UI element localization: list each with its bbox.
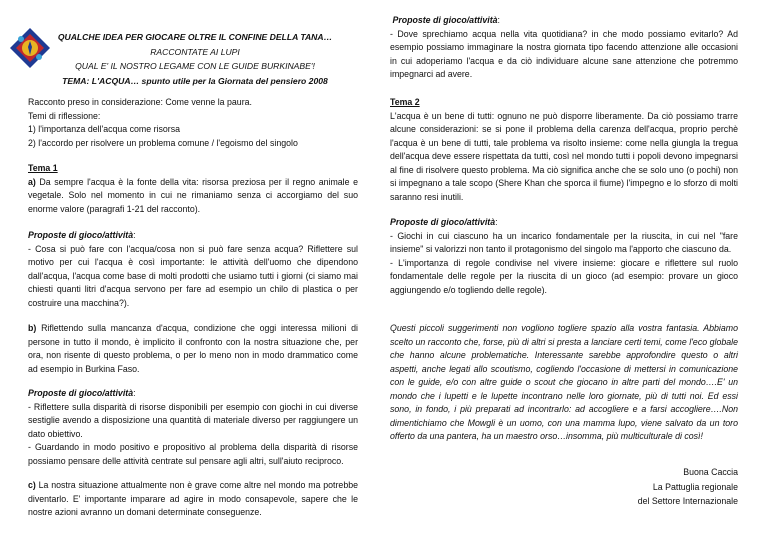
right-proposte2-line-1: - Giochi in cui ciascuno ha un incarico fondamentale per la riuscita, in cui nel "fare insieme" si valorizzi non tanto il protagonismo del singolo ma l'apporto che ciascuno da. xyxy=(390,230,738,254)
proposte1-text: - Cosa si può fare con l'acqua/cosa non si può fare senza acqua? Riflettere sul motivo per cui l'acqua è così importante: le attività dell'uomo che dipendono dall'acqua, l'acqua come base di molti prodotti che usiamo tutti i giorni (ci siamo mai chiesti quanti litri d'acqua servono per fare ad esempio un chilo di plastica o per costruire una macchina?). xyxy=(28,243,358,308)
tema1-c-text: La nostra situazione attualmente non è grave come altre nel mondo ma potrebbe diventarlo. E' importante imparare ad agire in modo consapevole, sapere che le nostre azioni avranno un domani determinate conseguenze. xyxy=(28,480,358,517)
right-proposte-heading: Proposte di gioco/attività: xyxy=(392,15,500,25)
tema2-section xyxy=(390,96,738,204)
header-line-3: QUAL E' IL NOSTRO LEGAME CON LE GUIDE BURKINABE'! xyxy=(75,61,315,71)
proposte2-line-2: - Guardando in modo positivo e propositivo al problema della disparità di risorse possiamo pensare delle attività centrate sul pensare agli altri, sull'aiuto reciproco. xyxy=(28,442,358,466)
tema1-c-block xyxy=(28,479,358,520)
tema1-c-paragraph xyxy=(28,479,358,520)
tema1-b-label: b) xyxy=(28,323,37,333)
header-line-4: TEMA: L'ACQUA… spunto utile per la Giornata del pensiero 2008 xyxy=(62,75,328,86)
signature-line-3: del Settore Internazionale xyxy=(637,496,738,506)
tema1-title: Tema 1 xyxy=(28,163,58,173)
header-line-2: RACCONTATE AI LUPI xyxy=(150,46,240,57)
intro-line: 1) l'importanza dell'acqua come risorsa xyxy=(28,124,180,134)
intro-line: Temi di riflessione: xyxy=(28,110,101,121)
tema2-title: Tema 2 xyxy=(390,97,420,107)
tema1-b-paragraph xyxy=(28,322,358,376)
tema1-a-label: a) xyxy=(28,176,36,187)
right-proposte2-line-2: - L'importanza di regole condivise nel vivere insieme: giocare e riflettere sul ruolo fondamentale delle regole per la riuscita di un gioco (ad esempio: provare un gioco aggiungendo e/o togliendo delle regole). xyxy=(390,257,738,295)
right-proposte2-title: Proposte di gioco/attività xyxy=(390,217,496,227)
proposte2-title: Proposte di gioco/attività xyxy=(28,388,134,398)
tema1-c-label: c) xyxy=(28,480,36,490)
tema1-a-paragraph xyxy=(28,176,358,217)
right-proposte-text: - Dove sprechiamo acqua nella vita quotidiana? in che modo possiamo evitarlo? Ad esempio possiamo immaginare la nostra giornata tipo facendo attenzione alle occasioni in cui adoperiamo l'acqua e da ciò individuare alcune sane attenzione che potremmo impegnarci ad avere. xyxy=(390,28,738,79)
right-proposte-title: Proposte di gioco/attività xyxy=(392,15,498,25)
proposte1-heading: Proposte di gioco/attività: xyxy=(28,230,136,240)
tema1-section xyxy=(28,162,358,216)
scout-emblem-icon xyxy=(8,26,52,70)
signature-line-2: La Pattuglia regionale xyxy=(652,481,738,492)
tema1-a-text: Da sempre l'acqua è la fonte della vita: risorsa preziosa per il regno animale e vegetale. Solo nel momento in cui ne rimaniamo senza ci accorgiamo del suo enorme valore (paragrafi 1-21 del racconto). xyxy=(28,176,358,214)
right-proposte2-block xyxy=(390,216,738,297)
intro-line: Racconto preso in considerazione: Come venne la paura. xyxy=(28,97,252,107)
tema2-text: L'acqua è un bene di tutti: ognuno ne può disporre liberamente. Da ciò possiamo trarre alcune considerazioni: se si pone il problema della carenza dell'acqua, proprio perchè l'acqua è un bene di tutti, tale problema va risolto insieme: come nella giungla la tregua dell'acqua deve essere rispettata da tutti, così nel mondo tutti i popoli devono impegnarsi al fine di risolvere questo problema. Ma ciò significa anche che se solo uno (o pochi) non si impegnano a tale scopo (Shere Khan che sporca il fiume) l'impegno e lo sforzo di molti saranno resi inutili. xyxy=(390,110,738,202)
proposte2-block xyxy=(28,387,358,468)
proposte2-line-1: - Riflettere sulla disparità di risorse disponibili per esempio con giochi in cui diverse sestiglie avendo a disposizione una quantità di materiale diverso per raggiungere un dato obiettivo. xyxy=(28,401,358,439)
header-line-1: QUALCHE IDEA PER GIOCARE OLTRE IL CONFINE DELLA TANA… xyxy=(57,32,333,42)
tema1-b-text: Riflettendo sulla mancanza d'acqua, condizione che oggi interessa milioni di persone in tutto il mondo, è implicito il confronto con la nostra situazione che, per ora, non risente di questo problema, o per lo meno non in modo drammatico come ad esempio in Burkina Faso. xyxy=(28,323,358,374)
signature-line-1: Buona Caccia xyxy=(683,467,738,477)
proposte1-title: Proposte di gioco/attività xyxy=(28,230,134,240)
signature-block xyxy=(390,465,738,509)
right-proposte-block xyxy=(390,14,738,82)
tema1-b-block xyxy=(28,322,358,376)
proposte2-heading: Proposte di gioco/attività: xyxy=(28,388,136,398)
proposte1-block xyxy=(28,229,358,310)
intro-block xyxy=(28,96,358,150)
intro-line: 2) l'accordo per risolvere un problema comune / l'egoismo del singolo xyxy=(28,137,298,148)
closing-text: Questi piccoli suggerimenti non vogliono togliere spazio alla vostra fantasia. Abbiamo scelto un racconto che, forse, più di altri si presta a lanciare certi temi, come l'eco globale che hanno alcune problematiche. Interessante sarebbe approfondire questo o altri aspetti, anche legati allo scoutismo, cogliendo l'occasione di mettersi in comunicazione con le guide, e/o con altre guide o scout che giocano in altre parti del mondo….E' un mondo che i lupetti e le lupette incontrano nelle loro giornate, più di tutti noi. Ed essi sono, in fondo, i più preparati ad incontrarlo: ad accogliere e a farsi accogliere….Non dimentichiamo che Mowgli è un uomo, con una mamma lupo, viene salvato da un toro offerto da una pantera, ha un maestro orso…insomma, più multiculturale di così! xyxy=(390,323,738,441)
right-proposte2-heading: Proposte di gioco/attività: xyxy=(390,217,498,227)
closing-block xyxy=(390,322,738,444)
document-header xyxy=(50,30,340,88)
